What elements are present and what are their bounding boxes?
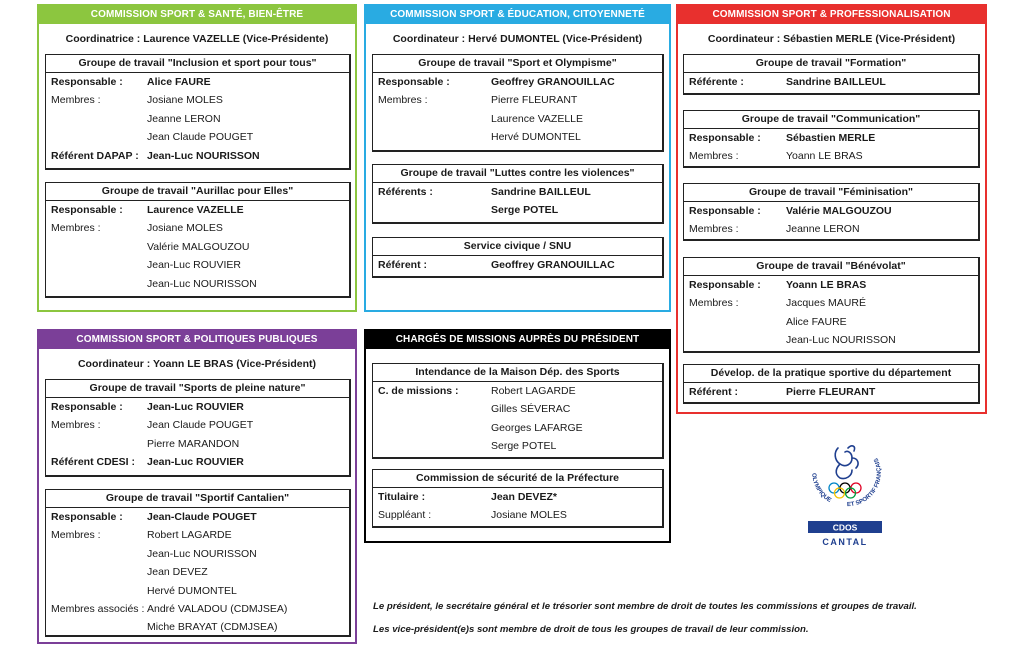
row-label: Membres :	[378, 94, 428, 107]
group-title: Groupe de travail "Inclusion et sport pour tous"	[46, 55, 349, 73]
row-label: Membres :	[689, 297, 739, 310]
row-name: Josiane MOLES	[491, 509, 567, 522]
group-title: Intendance de la Maison Dép. des Sports	[373, 364, 662, 382]
row-name: Jean-Luc ROUVIER	[147, 401, 244, 413]
commission-education-coordinator: Coordinateur : Hervé DUMONTEL (Vice-Président)	[392, 33, 643, 45]
row-label: Référent DAPAP :	[51, 149, 139, 162]
row-label: Responsable :	[51, 204, 123, 216]
note-vice-presidents: Les vice-président(e)s sont membre de droit de tous les groupes de travail de leur commission.	[373, 624, 809, 635]
group-title: Groupe de travail "Formation"	[684, 55, 978, 73]
group-olympisme	[372, 54, 664, 152]
row-name: Yoann LE BRAS	[786, 150, 863, 163]
row-label: Membres :	[51, 419, 101, 432]
row-label: Responsable :	[378, 76, 450, 88]
group-formation	[683, 54, 980, 95]
row-name: Jean Claude POUGET	[147, 131, 254, 144]
row-name: Miche BRAYAT (CDMJSEA)	[147, 621, 278, 634]
group-benevolat	[683, 257, 980, 353]
group-service-civique	[372, 237, 664, 278]
row-name: Jacques MAURÉ	[786, 297, 866, 310]
row-name: Serge POTEL	[491, 440, 557, 453]
group-title: Groupe de travail "Sportif Cantalien"	[46, 490, 349, 508]
row-label: Responsable :	[689, 132, 761, 144]
group-sportif-cantalien	[45, 489, 351, 637]
logo-sub-text: CANTAL	[822, 537, 868, 547]
row-name: Jean-Luc ROUVIER	[147, 456, 244, 469]
row-name: André VALADOU (CDMJSEA)	[147, 602, 288, 615]
row-name: Serge POTEL	[491, 204, 559, 217]
svg-text:ET SPORTIF FRANÇAIS	[847, 457, 883, 508]
row-name: Pierre FLEURANT	[491, 94, 578, 107]
commission-politiques	[37, 329, 357, 644]
group-title: Groupe de travail "Luttes contre les violences"	[373, 165, 662, 183]
note-president: Le président, le secrétaire général et le trésorier sont membre de droit de toutes les commissions et groupes de travail.	[373, 601, 917, 612]
cdos-emblem	[790, 418, 900, 553]
row-label: Référents :	[378, 186, 433, 198]
row-label: Suppléant :	[378, 509, 432, 522]
row-label: Titulaire :	[378, 491, 426, 503]
group-violences	[372, 164, 664, 224]
row-label: Membres :	[51, 222, 101, 235]
olympic-rings-icon	[829, 483, 861, 498]
row-label: Responsable :	[689, 279, 761, 291]
row-label: Membres :	[51, 529, 101, 542]
group-title: Groupe de travail "Féminisation"	[684, 184, 978, 202]
row-name: Josiane MOLES	[147, 94, 223, 107]
row-name: Geoffrey GRANOUILLAC	[491, 76, 615, 88]
row-name: Pierre MARANDON	[147, 437, 240, 450]
row-name: Laurence VAZELLE	[147, 204, 244, 216]
commission-sante-title: COMMISSION SPORT & SANTÉ, BIEN-ÊTRE	[39, 6, 355, 24]
row-name: Hervé DUMONTEL	[491, 131, 581, 144]
row-label: Responsable :	[689, 205, 761, 217]
row-name: Valérie MALGOUZOU	[786, 205, 892, 217]
commission-politiques-coordinator: Coordinateur : Yoann LE BRAS (Vice-Président)	[77, 358, 317, 370]
row-name: Jean Claude POUGET	[147, 419, 254, 432]
group-title: Groupe de travail "Bénévolat"	[684, 258, 978, 276]
row-name: Robert LAGARDE	[491, 385, 576, 397]
group-title: Service civique / SNU	[373, 238, 662, 256]
group-feminisation	[683, 183, 980, 241]
row-name: Sébastien MERLE	[786, 132, 876, 144]
commission-education	[364, 4, 671, 312]
row-name: Jeanne LERON	[786, 223, 860, 236]
commission-professionalisation	[676, 4, 987, 414]
group-inclusion	[45, 54, 351, 170]
row-label: Responsable :	[51, 76, 123, 88]
group-title: Groupe de travail "Communication"	[684, 111, 978, 129]
row-label: Responsable :	[51, 401, 123, 413]
row-name: Jean-Luc NOURISSON	[147, 149, 260, 162]
row-name: Georges LAFARGE	[491, 421, 583, 434]
row-name: Alice FAURE	[786, 315, 847, 328]
commission-pro-coordinator: Coordinateur : Sébastien MERLE (Vice-Président)	[707, 33, 956, 45]
row-name: Jean-Luc NOURISSON	[786, 334, 896, 347]
row-name: Yoann LE BRAS	[786, 279, 867, 291]
charges-de-missions	[364, 329, 671, 543]
row-name: Sandrine BAILLEUL	[786, 76, 886, 88]
group-title: Groupe de travail "Sports de pleine nature"	[46, 380, 349, 398]
logo-arc-left: OLYMPIQUE	[810, 472, 833, 504]
row-label: C. de missions :	[378, 385, 459, 397]
commission-education-title: COMMISSION SPORT & ÉDUCATION, CITOYENNETÉ	[366, 6, 669, 24]
row-name: Jeanne LERON	[147, 112, 221, 125]
row-name: Jean-Luc ROUVIER	[147, 259, 241, 272]
row-name: Jean-Claude POUGET	[147, 511, 257, 523]
group-pleine-nature	[45, 379, 351, 477]
row-label: Membres associés :	[51, 602, 145, 615]
row-name: Geoffrey GRANOUILLAC	[491, 259, 615, 271]
row-name: Robert LAGARDE	[147, 529, 232, 542]
group-securite-prefecture	[372, 469, 664, 528]
row-name: Pierre FLEURANT	[786, 386, 876, 398]
row-name: Jean DEVEZ*	[491, 491, 557, 503]
group-aurillac	[45, 182, 351, 298]
row-label: Référent CDESI :	[51, 456, 136, 469]
commission-politiques-title: COMMISSION SPORT & POLITIQUES PUBLIQUES	[39, 331, 355, 349]
row-label: Référente :	[689, 76, 744, 88]
row-name: Jean DEVEZ	[147, 566, 208, 579]
row-name: Laurence VAZELLE	[491, 112, 584, 125]
group-developpement	[683, 364, 980, 404]
row-label: Référent :	[689, 386, 739, 398]
row-label: Référent :	[378, 259, 428, 271]
missions-title: CHARGÉS DE MISSIONS AUPRÈS DU PRÉSIDENT	[366, 331, 669, 349]
row-name: Alice FAURE	[147, 76, 211, 88]
row-name: Sandrine BAILLEUL	[491, 186, 591, 198]
row-name: Jean-Luc NOURISSON	[147, 547, 257, 560]
group-title: Groupe de travail "Sport et Olympisme"	[373, 55, 662, 73]
row-name: Gilles SÉVERAC	[491, 403, 571, 416]
commission-sante	[37, 4, 357, 312]
logo-top-text	[790, 418, 850, 420]
row-name: Josiane MOLES	[147, 222, 223, 235]
group-communication	[683, 110, 980, 168]
row-label: Membres :	[51, 94, 101, 107]
logo-badge-text: CDOS	[832, 522, 858, 533]
row-name: Hervé DUMONTEL	[147, 584, 237, 597]
commission-sante-coordinator: Coordinatrice : Laurence VAZELLE (Vice-Présidente)	[65, 33, 329, 45]
group-title: Dévelop. de la pratique sportive du département	[684, 365, 978, 383]
cdos-cantal-logo	[790, 418, 900, 553]
row-name: Valérie MALGOUZOU	[147, 240, 250, 253]
group-title: Groupe de travail "Aurillac pour Elles"	[46, 183, 349, 201]
row-label: Membres :	[689, 223, 739, 236]
logo-arc-right: ET SPORTIF FRANÇAIS	[846, 456, 883, 509]
row-label: Membres :	[689, 150, 739, 163]
group-title: Commission de sécurité de la Préfecture	[373, 470, 662, 488]
row-label: Responsable :	[51, 511, 123, 523]
rooster-icon	[835, 446, 858, 479]
row-name: Jean-Luc NOURISSON	[147, 277, 257, 290]
group-intendance	[372, 363, 664, 459]
commission-pro-title: COMMISSION SPORT & PROFESSIONALISATION	[678, 6, 985, 24]
